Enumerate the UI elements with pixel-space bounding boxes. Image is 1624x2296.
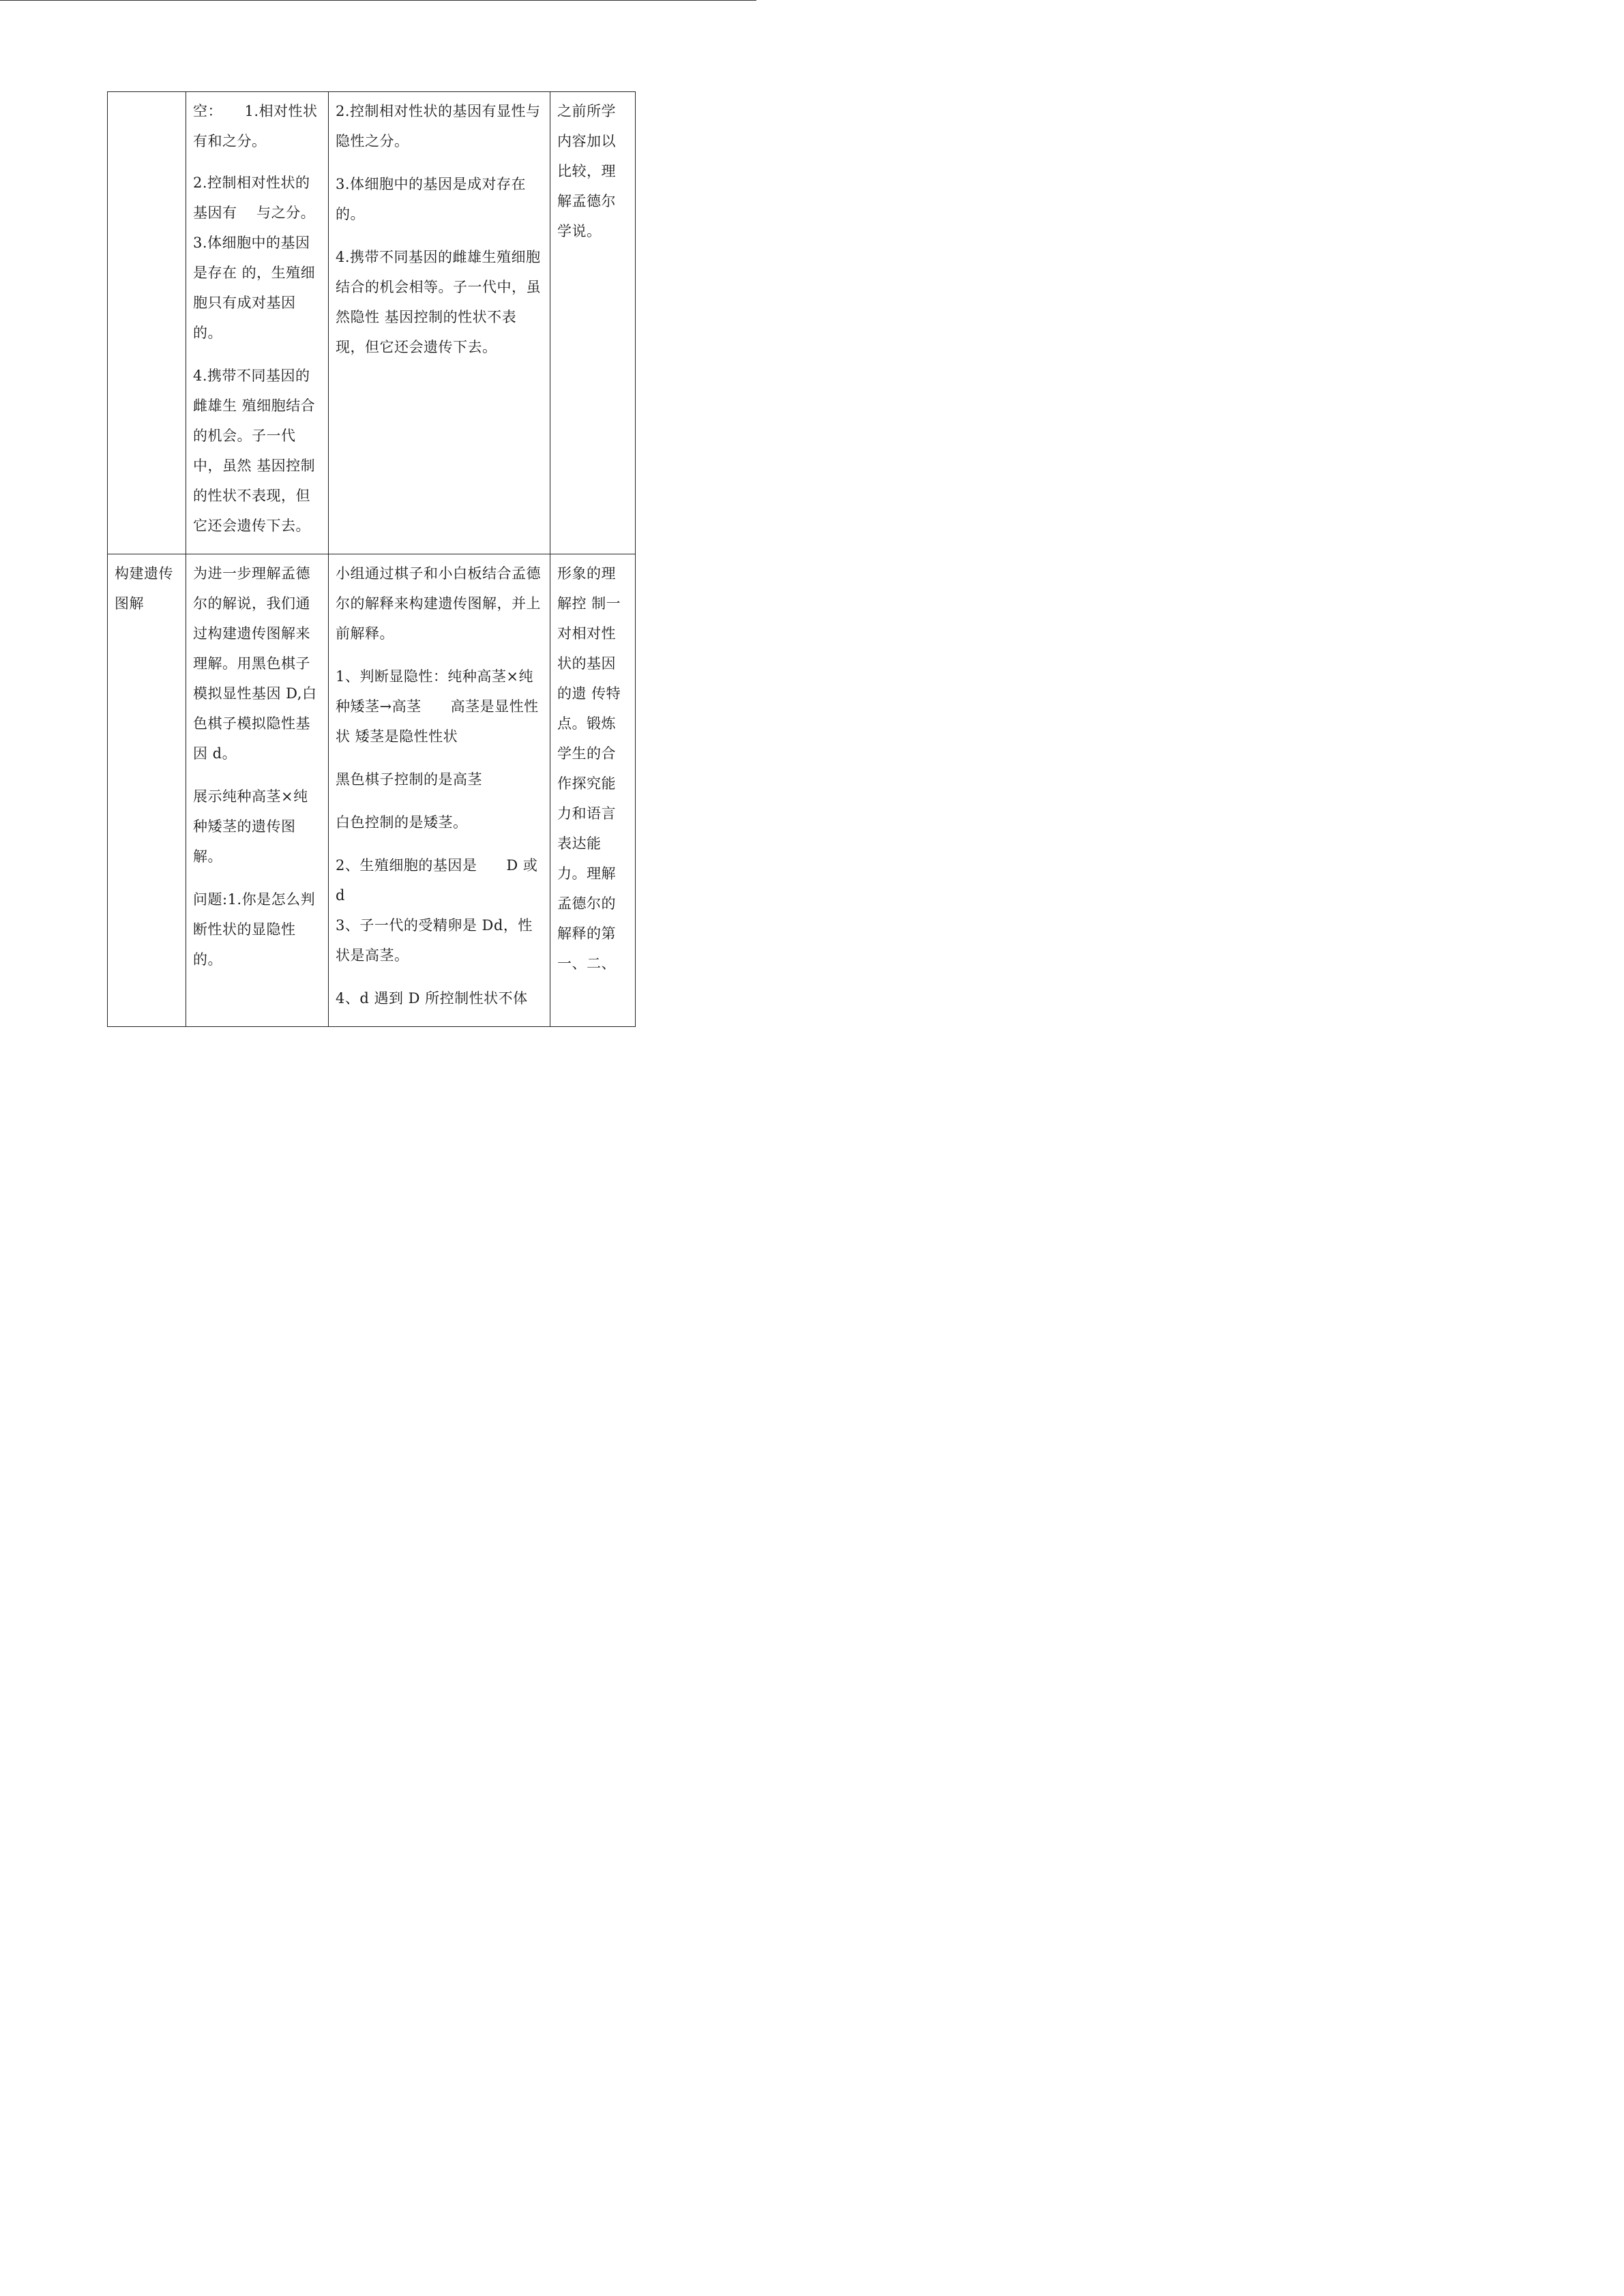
teacher-paragraph: 为进一步理解孟德尔的解说，我们通过构建遗传图解来理解。用黑色棋子模拟显性基因 D,白色棋子模拟隐性基因 d。	[193, 565, 317, 762]
teacher-paragraph: 3.体细胞中的基因是存在 的，生殖细胞只有成对基因的。	[193, 235, 316, 341]
student-paragraph: 白色控制的是矮茎。	[336, 814, 468, 831]
page-top-border	[0, 0, 756, 1]
student-paragraph: 小组通过棋子和小白板结合孟德尔的解释来构建遗传图解，并上前解释。	[336, 565, 541, 642]
design-intent-cell	[550, 554, 636, 1027]
teacher-activity-cell	[186, 92, 329, 554]
teacher-paragraph: 4.携带不同基因的雌雄生 殖细胞结合的机会。子一代中，虽然 基因控制的性状不表现，但它还会遗传下去。	[193, 368, 316, 534]
stage-cell	[108, 554, 186, 1027]
lesson-plan-table	[107, 91, 636, 1027]
student-paragraph: 3、子一代的受精卵是 Dd，性状是高茎。	[336, 917, 533, 964]
table-row	[108, 92, 636, 554]
student-paragraph: 4.携带不同基因的雌雄生殖细胞结合的机会相等。子一代中，虽然隐性 基因控制的性状不表 现，但它还会遗传下去。	[336, 249, 541, 355]
teacher-paragraph: 问题:1.你是怎么判断性状的显隐性的。	[193, 891, 316, 968]
teacher-paragraph: 2.控制相对性状的基因有 与之分。	[193, 175, 316, 221]
stage-label: 构建遗传图解	[115, 565, 173, 612]
stage-cell	[108, 92, 186, 554]
teacher-activity-cell	[186, 554, 329, 1027]
table-row	[108, 554, 636, 1027]
student-paragraph: 3.体细胞中的基因是成对存在的。	[336, 176, 527, 222]
student-paragraph: 4、d 遇到 D 所控制性状不体	[336, 990, 528, 1007]
intent-paragraph: 形象的理解控 制一对相对性状的基因的遗 传特点。锻炼学生的合作探究能力和语言表达能力。理解孟德尔的解释的第一、二、	[557, 565, 621, 972]
student-paragraph: 2、生殖细胞的基因是 D 或 d	[336, 857, 538, 904]
student-activity-cell	[329, 92, 550, 554]
student-paragraph: 2.控制相对性状的基因有显性与隐性之分。	[336, 103, 541, 149]
student-paragraph: 黑色棋子控制的是高茎	[336, 771, 482, 788]
student-paragraph: 1、判断显隐性：纯种高茎×纯种矮茎→高茎 高茎是显性性状 矮茎是隐性性状	[336, 668, 539, 745]
teacher-paragraph: 空： 1.相对性状有和之分。	[193, 103, 318, 149]
spacer	[193, 156, 321, 168]
student-activity-cell	[329, 554, 550, 1027]
teacher-paragraph: 展示纯种高茎×纯种矮茎的遗传图解。	[193, 788, 308, 865]
design-intent-cell	[550, 92, 636, 554]
intent-paragraph: 之前所学内容加以比较，理解孟德尔学说。	[557, 103, 616, 239]
